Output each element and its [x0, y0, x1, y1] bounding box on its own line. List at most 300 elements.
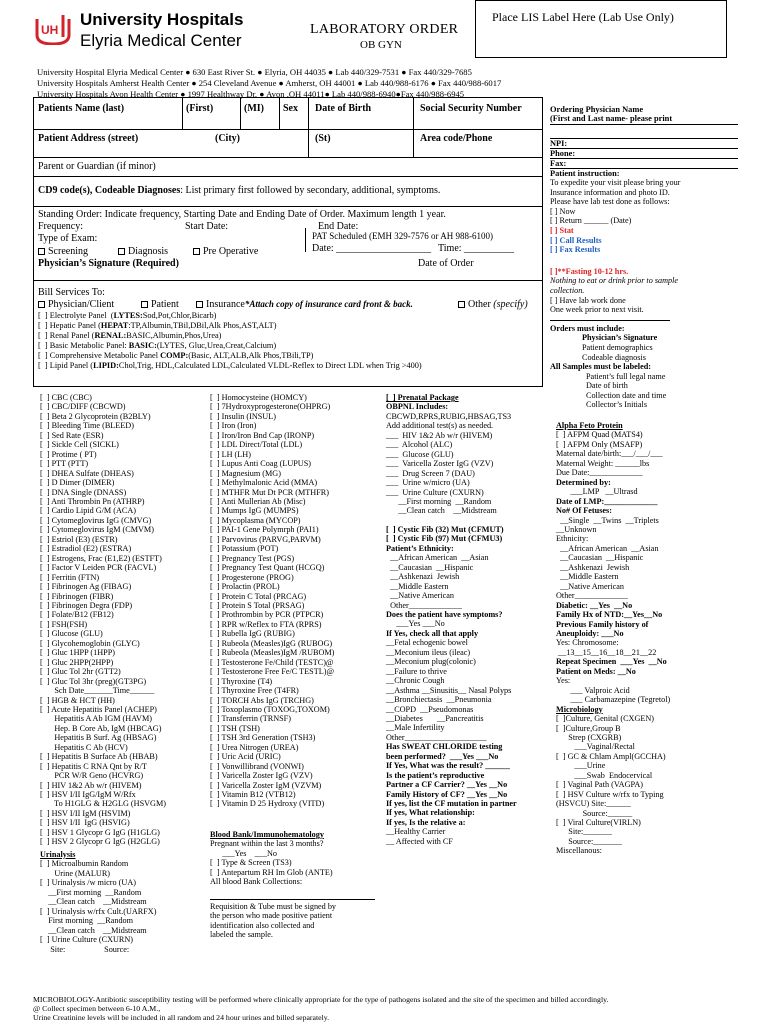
patient-instruction-heading: Patient instruction:	[550, 169, 620, 178]
test-checkbox-item[interactable]: [ ] TORCH Abs IgG (TRCHG)	[210, 695, 314, 705]
icd-codes-instructions: : List primary first followed by secondary, additional, symptoms.	[180, 185, 441, 196]
panel-checkbox-row[interactable]	[38, 341, 422, 351]
test-checkbox-item[interactable]: [ ] Fibrinogen (FIBR)	[40, 591, 114, 601]
afp-micro-item: Aneuploidy: ___No	[556, 628, 624, 638]
test-checkbox-item[interactable]: [ ] FSH(FSH)	[40, 619, 88, 629]
form-header	[0, 0, 770, 66]
cystic-fibrosis-item: Other____________________	[386, 732, 487, 742]
fasting-block: [ ]**Fasting 10-12 hrs. Nothing to eat or drink prior to sample collection. [ ] Have lab work done One week prior to next visit.	[550, 267, 738, 315]
cystic-fibrosis-item[interactable]: __Failure to thrive	[386, 666, 447, 676]
test-checkbox-item[interactable]: [ ] Bleeding Time (BLEED)	[40, 421, 134, 431]
prenatal-item[interactable]: ___ Varicella Zoster IgG (VZV)	[386, 459, 494, 469]
test-checkbox-item[interactable]: [ ] Testosterone Free Fe/C TESTL)@	[210, 667, 334, 677]
afp-micro-item: Site:_______	[556, 827, 612, 837]
cystic-fibrosis-item: If yes, What relationship:	[386, 808, 475, 818]
afp-micro-item: Yes: Chromosome:	[556, 638, 619, 648]
sex-field[interactable]: Sex	[283, 103, 298, 114]
afp-micro-item: Ethnicity:	[556, 534, 589, 544]
checkbox-icon	[38, 248, 45, 255]
test-checkbox-item[interactable]: [ ] Anti Mullerian Ab (Misc)	[210, 496, 306, 506]
cystic-fibrosis-item[interactable]: __ Affected with CF	[386, 836, 453, 846]
patient-name-field[interactable]: Patients Name (last)	[38, 103, 125, 114]
afp-micro-item[interactable]: [ ] GC & Chlam Ampl(GCCHA)	[556, 751, 666, 761]
urinalysis-item[interactable]: [ ] Urinalysis w/rfx Cult.(UARFX)	[40, 906, 157, 916]
afp-micro-item: Due Date:_____________	[556, 468, 643, 478]
urinalysis-item: Site: Source:	[40, 944, 130, 954]
test-checkbox-item[interactable]: [ ] TSH (TSH)	[210, 723, 260, 733]
diagnosis-label: Diagnosis	[128, 246, 168, 257]
bill-patient-checkbox[interactable]	[141, 299, 179, 310]
test-checkbox-item[interactable]: [ ] Protein S Total (PRSAG)	[210, 600, 305, 610]
test-checkbox-item[interactable]: [ ] Lupus Anti Coag (LUPUS)	[210, 459, 311, 469]
blood-bank-item: All blood Bank Collections:	[210, 877, 303, 887]
prenatal-item[interactable]: ___ Glucose (GLU)	[386, 449, 454, 459]
test-checkbox-item[interactable]: [ ] Mycoplasma (MYCOP)	[210, 515, 301, 525]
test-checkbox-item[interactable]: [ ] Hepatitis C RNA Qnt by R/T	[40, 761, 147, 771]
test-checkbox-item[interactable]: [ ] HIV 1&2 Ab w/r (HIVEM)	[40, 780, 142, 790]
cystic-fibrosis-item: Partner a CF Carrier? __Yes __No	[386, 780, 508, 790]
test-checkbox-item[interactable]: [ ] Sickle Cell (SICKL)	[40, 440, 119, 450]
test-checkbox-item[interactable]: [ ] Protime ( PT)	[40, 449, 97, 459]
cystic-fibrosis-item[interactable]: __Native American	[386, 591, 454, 601]
fax-results-checkbox[interactable]: [ ] Fax Results	[550, 245, 601, 255]
prenatal-package-checkbox[interactable]: [ ] Prenatal Package	[386, 393, 459, 402]
cystic-fibrosis-item: If yes, Is the relative a:	[386, 817, 466, 827]
test-checkbox-item[interactable]: [ ] HSV I/II IgG/IgM W/Rfx	[40, 790, 136, 800]
pat-time-field[interactable]: Time: __________	[438, 243, 515, 254]
pre-operative-label: Pre Operative	[203, 246, 259, 257]
panel-label: [ ] Electrolyte Panel (	[38, 311, 114, 320]
test-checkbox-item: Hep. B Core Ab, IgM (HBCAG)	[40, 723, 162, 733]
test-checkbox-item[interactable]: [ ] Transferrin (TRNSF)	[210, 714, 291, 724]
afp-micro-item[interactable]: [ ] HSV Culture w/rfx to Typing	[556, 789, 664, 799]
test-checkbox-item[interactable]: [ ] Thyroxine Free (T4FR)	[210, 686, 299, 696]
footer-microbiology: MICROBIOLOGY-Antibiotic susceptibility testing will be performed where clinically appropriate for the type of pathogens isolated and the site of the specimen and billed accordingly.	[33, 995, 609, 1004]
test-checkbox-item[interactable]: [ ] Gluc Tol 3hr (preg)(GT3PG)	[40, 676, 147, 686]
test-checkbox-item[interactable]: [ ] Methylmalonic Acid (MMA)	[210, 478, 318, 488]
lab-work-checkbox[interactable]: [ ] Have lab work done	[550, 295, 626, 305]
ordering-physician-field[interactable]: (First and Last name- please print	[550, 114, 738, 125]
test-checkbox-item: Hepatitis C Ab (HCV)	[40, 742, 128, 752]
cystic-fibrosis-item: Family History of CF? __Yes __No	[386, 789, 508, 799]
stat-checkbox[interactable]: [ ] Stat	[550, 225, 574, 235]
urinalysis-item[interactable]: [ ] Urine Culture (CXURN)	[40, 935, 134, 945]
cystic-fibrosis-item: If Yes, check all that apply	[386, 628, 479, 638]
urinalysis-item: __Clean catch __Midstream	[40, 925, 147, 935]
test-checkbox-item[interactable]: [ ] Prolactin (PROL)	[210, 582, 280, 592]
test-checkbox-item[interactable]: [ ] Vitamin B12 (VTB12)	[210, 790, 296, 800]
afp-micro-item: Repeat Specimen ___Yes __No	[556, 657, 667, 667]
test-checkbox-item[interactable]: [ ] Rubella IgG (RUBIG)	[210, 629, 295, 639]
checkbox-icon	[141, 301, 148, 308]
brand-subname: Elyria Medical Center	[80, 31, 242, 50]
return-checkbox[interactable]: [ ] Return ______ (Date)	[550, 216, 632, 226]
panel-checkbox-row[interactable]	[38, 351, 422, 361]
afp-micro-item: Previous Family history of	[556, 619, 649, 629]
afp-micro-item: ___LMP __Ultrasd	[556, 487, 638, 497]
checkbox-icon	[196, 301, 203, 308]
cystic-fibrosis-item[interactable]: __Diabetes __Pancreatitis	[386, 713, 484, 723]
cystic-fibrosis-item[interactable]: ___Yes ___No	[386, 619, 445, 629]
afp-micro-item: __Ashkenazi Jewish	[556, 562, 630, 572]
dob-field[interactable]: Date of Birth	[315, 103, 372, 114]
test-checkbox-item[interactable]: [ ] Fibrinogen Degra (FDP)	[40, 600, 133, 610]
panel-code: RENAL:	[94, 330, 127, 340]
test-checkbox-item[interactable]: [ ] Vitamin D 25 Hydroxy (VITD)	[210, 799, 325, 809]
blood-bank-item: ___Yes ___No	[210, 848, 277, 858]
panel-code: LYTES:	[113, 311, 143, 320]
checkbox-icon	[118, 248, 125, 255]
test-checkbox-item[interactable]: [ ] Rubeola (Measles)IgG (RUBOG)	[210, 638, 333, 648]
afp-micro-item: Maternal date/birth:___/___/___	[556, 449, 663, 459]
panel-code: LIPID:	[93, 360, 119, 370]
test-checkbox-item[interactable]: [ ] Varicella Zoster IgG (VZV)	[210, 771, 313, 781]
test-checkbox-item[interactable]: [ ] Cytomeglovirus IgM (CMVM)	[40, 525, 154, 535]
test-checkbox-item[interactable]: [ ] HGB & HCT (HH)	[40, 695, 115, 705]
test-checkbox-item[interactable]: [ ] Acute Hepatitis Panel (ACHEP)	[40, 704, 157, 714]
panel-list	[38, 311, 422, 370]
test-checkbox-item[interactable]: [ ] Rubeola (Measles)IgM /RUBOM)	[210, 648, 335, 658]
test-checkbox-item[interactable]: [ ] Folate/B12 (FB12)	[40, 610, 114, 620]
pat-scheduled-text: PAT Scheduled (EMH 329-7576 or AH 988-6100)	[312, 231, 493, 241]
screening-label: Screening	[48, 246, 88, 257]
blood-bank-heading: Blood Bank/Immunohematology	[210, 830, 324, 839]
cystic-fibrosis-item: Does the patient have symptoms?	[386, 609, 503, 619]
test-checkbox-item[interactable]: [ ] Anti Thrombin Pn (ATHRP)	[40, 496, 145, 506]
frequency-field[interactable]: Frequency:	[38, 221, 83, 232]
afp-micro-item[interactable]: [ ] Viral Culture(VIRLN)	[556, 818, 641, 828]
afp-micro-item: Date of LMP:_____________	[556, 496, 658, 506]
insurance-note: *Attach copy of insurance card front & back.	[244, 299, 413, 309]
cystic-fibrosis-item: Patient’s Ethnicity:	[386, 543, 454, 553]
blood-bank-section	[210, 830, 385, 940]
afp-micro-item: No# Of Fetuses:	[556, 506, 612, 516]
test-checkbox-item[interactable]: [ ] Glycohemoglobin (GLYC)	[40, 638, 140, 648]
instruction-text: To expedite your visit please bring your Insurance information and photo ID. Please have lab test done as follows: [ ] Now [ ] Return ______ (Date) [ ] Stat [ ] Call Results [ ] Fax Results	[550, 178, 738, 255]
logo-lettering: UH	[41, 23, 59, 37]
lis-label-box	[475, 0, 727, 58]
cystic-fibrosis-item: Is the patient’s reproductive	[386, 770, 485, 780]
afp-micro-item: __Unknown	[556, 524, 597, 534]
test-checkbox-item[interactable]: [ ] Uric Acid (URIC)	[210, 752, 281, 762]
icd-codes-label: CD9 code(s), Codeable Diagnoses	[38, 185, 181, 196]
cystic-fibrosis-item: If yes, list the CF mutation in partner	[386, 799, 517, 809]
test-checkbox-item[interactable]: [ ] Pregnancy Test Quant (HCGQ)	[210, 563, 325, 573]
npi-field[interactable]: NPI:	[550, 139, 738, 149]
afp-micro-item: __13__15__16__18__21__22	[556, 647, 657, 657]
test-checkbox-item[interactable]: [ ] PAI-1 Gene Polymrph (PAI1)	[210, 525, 319, 535]
test-checkbox-item[interactable]: [ ] Testosterone Fe/Child (TESTC)@	[210, 657, 334, 667]
test-checkbox-item[interactable]: [ ] Beta 2 Glycoprotein (B2BLY)	[40, 411, 151, 421]
prenatal-item[interactable]: ___ Urine Culture (CXURN)	[386, 487, 484, 497]
test-checkbox-item[interactable]: [ ] HSV I/II IgG (HSVIG)	[40, 818, 130, 828]
test-checkbox-item[interactable]: [ ] Gluc Tol 2hr (GTT2)	[40, 667, 121, 677]
type-exam-field[interactable]: Type of Exam:	[38, 233, 98, 244]
form-subtitle: OB GYN	[360, 39, 402, 51]
phone-field-physician[interactable]: Phone:	[550, 149, 738, 159]
afp-micro-item: __African American __Asian	[556, 543, 659, 553]
test-checkbox-item[interactable]: [ ] Varicella Zoster IgM (VZVM)	[210, 780, 322, 790]
afp-micro-item: ___ Carbamazepine (Tegretol)	[556, 695, 671, 705]
afp-micro-item: ___Vaginal/Rectal	[556, 742, 635, 752]
brand-name: University Hospitals	[80, 10, 244, 29]
cystic-fibrosis-item[interactable]: __Healthy Carrier	[386, 827, 446, 837]
test-checkbox-item[interactable]: [ ] Cytomeglovirus IgG (CMVG)	[40, 515, 152, 525]
test-checkbox-item[interactable]: [ ] Prothrombin by PCR (PTPCR)	[210, 610, 324, 620]
pat-date-field[interactable]: Date: ___________________	[312, 243, 432, 254]
checkbox-icon	[38, 301, 45, 308]
uh-logo-icon	[33, 13, 73, 45]
icd-codes-field[interactable]	[38, 185, 440, 196]
urinalysis-item: Urine (MALUR)	[40, 868, 111, 878]
footer-creatinine: Urine Creatinine levels will be included in all random and 24 hour urines and billed separately.	[33, 1013, 330, 1022]
state-field[interactable]: (St)	[315, 133, 331, 144]
test-checkbox-item[interactable]: [ ] CBC (CBC)	[40, 393, 92, 402]
panel-checkbox-row[interactable]	[38, 361, 422, 371]
cystic-fibrosis-item[interactable]: __Chronic Cough	[386, 676, 445, 686]
blood-bank-item[interactable]: [ ] Antepartum RH Im Glob (ANTE)	[210, 867, 333, 877]
test-checkbox-item[interactable]: [ ] DHEA Sulfate (DHEAS)	[40, 468, 134, 478]
diagnosis-checkbox[interactable]	[118, 246, 168, 257]
afp-micro-item[interactable]: [ ] AFPM Only (MSAFP)	[556, 439, 643, 449]
panel-checkbox-row[interactable]	[38, 331, 422, 341]
test-checkbox-item: Sch Date_______Time______	[40, 686, 155, 696]
test-checkbox-item[interactable]: [ ] Pregnancy Test (PGS)	[210, 553, 295, 563]
panel-code: COMP:	[160, 350, 189, 360]
requisition-note-line: labeled the sample.	[210, 930, 273, 940]
blood-bank-item[interactable]: [ ] Type & Screen (TS3)	[210, 858, 292, 868]
test-checkbox-item[interactable]: [ ] 7Hydroxyprogesterone(OHPRG)	[210, 402, 331, 412]
cystic-fibrosis-item[interactable]: __Fetal echogenic bowel	[386, 638, 468, 648]
test-column-4	[556, 421, 734, 856]
cystic-fibrosis-item[interactable]: __Middle Eastern	[386, 581, 449, 591]
test-checkbox-item[interactable]: [ ] DNA Single (DNASS)	[40, 487, 127, 497]
prenatal-item[interactable]: ___ Drug Screen 7 (DAU)	[386, 468, 475, 478]
urinalysis-item[interactable]: [ ] Microalbumin Random	[40, 859, 129, 869]
test-checkbox-item[interactable]: [ ] TSH 3rd Generation (TSH3)	[210, 733, 316, 743]
cystic-fibrosis-item[interactable]: __Bronchiectasis __Pneumonia	[386, 695, 492, 705]
afp-micro-item: ___Urine	[556, 761, 606, 771]
fasting-checkbox[interactable]: [ ]**Fasting 10-12 hrs.	[550, 266, 629, 276]
afp-micro-item: __Single __Twins __Triplets	[556, 515, 659, 525]
afp-micro-item: Microbiology	[556, 704, 603, 714]
test-checkbox-item[interactable]: [ ] HSV I/II IgM (HSVIM)	[40, 808, 131, 818]
cystic-fibrosis-item[interactable]: [ ] Cystic Fib (97) Mut (CFMU3)	[386, 534, 503, 544]
end-date-field[interactable]: End Date:	[318, 221, 359, 232]
fax-field[interactable]: Fax:	[550, 159, 738, 169]
urinalysis-item: __First morning __Random	[40, 887, 142, 897]
test-checkbox-item[interactable]: [ ] Gluc 1HPP (1HPP)	[40, 648, 115, 658]
test-checkbox-item[interactable]: [ ] D Dimer (DIMER)	[40, 478, 115, 488]
ssn-field[interactable]: Social Security Number	[420, 103, 522, 114]
standing-order-text: Standing Order: Indicate frequency, Starting Date and Ending Date of Order. Maximum length 1 year.	[38, 209, 446, 220]
address-line: University Hospital Elyria Medical Center ● 630 East River St. ● Elyria, OH 44035 ● Lab 440/329-7531 ● Fax 440/329-7685	[37, 67, 472, 77]
physician-panel	[550, 105, 738, 410]
panel-label: [ ] Lipid Panel (	[38, 360, 94, 370]
test-checkbox-item[interactable]: [ ] HSV 1 Glycopr G IgG (H1GLG)	[40, 827, 160, 837]
checkbox-icon	[193, 248, 200, 255]
panel-components: Sod,Pot,Chlor,Bicarb)	[142, 311, 217, 320]
call-results-checkbox[interactable]: [ ] Call Results	[550, 235, 602, 245]
cystic-fibrosis-item[interactable]: __Caucasian __Hispanic	[386, 562, 474, 572]
cystic-fibrosis-item[interactable]: [ ] Cystic Fib (32) Mut (CFMUT)	[386, 524, 504, 534]
lis-label-text: Place LIS Label Here (Lab Use Only)	[492, 10, 674, 24]
middle-initial-field[interactable]: (MI)	[244, 103, 264, 114]
guardian-field[interactable]: Parent or Guardian (if minor)	[38, 161, 156, 172]
screening-checkbox[interactable]	[38, 246, 88, 257]
afp-micro-item: ___ Valproic Acid	[556, 685, 630, 695]
cystic-fibrosis-item[interactable]: __Asthma __Sinusitis__ Nasal Polyps	[386, 685, 512, 695]
afp-micro-item: Alpha Feto Protein	[556, 421, 623, 430]
afp-micro-item[interactable]: [ ]Culture, Genital (CXGEN)	[556, 714, 654, 724]
cystic-fibrosis-item: Has SWEAT CHLORIDE testing	[386, 742, 503, 752]
phone-field[interactable]: Area code/Phone	[420, 133, 493, 144]
panel-label: [ ] Hepatic Panel (	[38, 320, 101, 330]
test-checkbox-item[interactable]: [ ] Hepatitis B Surface Ab (HBAB)	[40, 752, 158, 762]
panel-checkbox-row[interactable]	[38, 321, 422, 331]
panel-components: Chol,Trig, HDL,Calculated LDL,Calculated VLDL-Reflex to Direct LDL when Trig >400)	[118, 360, 422, 370]
now-checkbox[interactable]: [ ] Now	[550, 206, 576, 216]
test-checkbox-item[interactable]: [ ] Insulin (INSUL)	[210, 411, 276, 421]
panel-components: :TP,Albumin,TBil,DBil,Alk Phos,AST,ALT)	[128, 320, 277, 330]
test-checkbox-item: PCR W/R Geno (HCVRG)	[40, 771, 144, 781]
address-line: University Hospitals Avon Health Center ● 1997 Healthway Dr. ● Avon ,OH 44011● Lab 440/988-6940●Fax 440/988-6945	[37, 89, 465, 99]
prenatal-item: Add additional test(s) as needed.	[386, 421, 494, 431]
test-checkbox-item[interactable]: [ ] Toxoplasmo (TOXOG,TOXOM)	[210, 704, 330, 714]
address-line: University Hospitals Amherst Health Center ● 254 Cleveland Avenue ● Amherst, OH 44001 ● Lab 440/988-6176 ● Fax 440/988-6017	[37, 78, 502, 88]
footer-collect: @ Collect specimen between 6-10 A.M.,	[33, 1004, 161, 1013]
afp-micro-item: ___Swab Endocervical	[556, 770, 653, 780]
test-checkbox-item[interactable]: [ ] PTT (PTT)	[40, 459, 89, 469]
test-checkbox-item[interactable]: [ ] Cardio Lipid G/M (ACA)	[40, 506, 136, 516]
test-checkbox-item: Hepatitis A Ab IGM (HAVM)	[40, 714, 152, 724]
afp-micro-item: Determined by:	[556, 477, 611, 487]
address-field[interactable]: Patient Address (street)	[38, 133, 139, 144]
test-checkbox-item[interactable]: [ ] Glucose (GLU)	[40, 629, 103, 639]
urinalysis-heading: Urinalysis	[40, 850, 76, 859]
bill-other-checkbox[interactable]	[458, 299, 528, 310]
test-checkbox-item[interactable]: [ ] Iron/Iron Bnd Cap (IRONP)	[210, 430, 315, 440]
pre-operative-checkbox[interactable]	[193, 246, 258, 257]
panel-code: BASIC:	[128, 340, 157, 350]
afp-micro-item: Strep (CXGRB)	[556, 732, 622, 742]
panel-checkbox-row[interactable]	[38, 311, 422, 321]
bill-other-label: Other	[468, 299, 491, 310]
cystic-fibrosis-item: Other_____________	[386, 600, 462, 610]
prenatal-item: CBCWD,RPRS,RUBIG,HBSAG,TS3	[386, 411, 512, 421]
bill-patient-label: Patient	[151, 299, 179, 310]
city-field[interactable]: (City)	[215, 133, 240, 144]
urinalysis-item: First morning __Random	[40, 916, 134, 926]
test-checkbox-item[interactable]: [ ] Fibrinogen Ag (FIBAG)	[40, 582, 132, 592]
test-checkbox-item: Hepatitis B Surf. Ag (HBSAG)	[40, 733, 157, 743]
test-checkbox-item[interactable]: [ ] Ferritin (FTN)	[40, 572, 100, 582]
afp-micro-item: Miscellanous:	[556, 846, 602, 856]
prenatal-item[interactable]: ___ Urine w/micro (UA)	[386, 478, 470, 488]
panel-components: BASIC,Albumin,Phos,Urea)	[126, 330, 222, 340]
test-checkbox-item[interactable]: [ ] Progesterone (PROG)	[210, 572, 294, 582]
prenatal-item[interactable]: ___ HIV 1&2 Ab w/r (HIVEM)	[386, 430, 493, 440]
test-column-3	[386, 393, 551, 846]
test-checkbox-item[interactable]: [ ] HSV 2 Glycopr G IgG (H2GLG)	[40, 837, 160, 847]
test-checkbox-item[interactable]: [ ] Estradiol (E2) (ESTRA)	[40, 544, 132, 554]
bill-insurance-label: Insurance	[206, 299, 245, 310]
test-checkbox-item[interactable]: [ ] LH (LH)	[210, 449, 251, 459]
test-checkbox-item[interactable]: [ ] Parvovirus (PARVG,PARVM)	[210, 534, 321, 544]
physician-signature-field[interactable]: Physician’s Signature (Required)	[38, 258, 179, 269]
afp-micro-item: Source:______	[556, 808, 633, 818]
afp-micro-item[interactable]: [ ]Culture,Group B	[556, 723, 621, 733]
test-checkbox-item[interactable]: [ ] Potassium (POT)	[210, 544, 279, 554]
panel-code: HEPAT	[100, 320, 129, 330]
afp-micro-item: Yes:	[556, 676, 571, 686]
test-checkbox-item[interactable]: [ ] Urea Nitrogen (UREA)	[210, 742, 299, 752]
test-column-2	[210, 393, 385, 809]
bill-physician-checkbox[interactable]	[38, 299, 114, 310]
afp-micro-item: __Native American	[556, 581, 624, 591]
first-name-field[interactable]: (First)	[186, 103, 214, 114]
start-date-field[interactable]: Start Date:	[185, 221, 229, 232]
requisition-note-line: the person who made positive patient	[210, 911, 333, 921]
prenatal-item[interactable]: ___ Alcohol (ALC)	[386, 440, 453, 450]
afp-micro-item: Source:_______	[556, 836, 622, 846]
test-column-1	[40, 393, 208, 847]
cystic-fibrosis-item[interactable]: __African American __Asian	[386, 553, 489, 563]
urinalysis-section	[40, 850, 208, 954]
test-checkbox-item[interactable]: [ ] Magnesium (MG)	[210, 468, 281, 478]
test-checkbox-item[interactable]: [ ] Vonwillibrand (VONWI)	[210, 761, 304, 771]
test-checkbox-item[interactable]: [ ] Iron (Iron)	[210, 421, 257, 431]
test-checkbox-item[interactable]: [ ] MTHFR Mut Dt PCR (MTHFR)	[210, 487, 329, 497]
urinalysis-item: __Clean catch __Midstream	[40, 897, 147, 907]
test-checkbox-item[interactable]: [ ] Estriol (E3) (ESTR)	[40, 534, 118, 544]
prenatal-item: __First morning __Random	[386, 496, 492, 506]
orders-requirements: Orders must include: Physician’s Signature Patient demographics Codeable diagnosis All Samples must be labeled: Patient’s full legal name Date of birth Collection date and time Collector’s Initials	[550, 323, 667, 410]
bill-insurance-checkbox[interactable]	[196, 299, 413, 310]
prenatal-item: OBPNL Includes:	[386, 402, 449, 412]
test-checkbox-item[interactable]: [ ] Mumps IgG (MUMPS)	[210, 506, 299, 516]
test-checkbox-item[interactable]: [ ] RPR w/Reflex to FTA (RPRS)	[210, 619, 322, 629]
test-checkbox-item[interactable]: [ ] Factor V Leiden PCR (FACVL)	[40, 563, 157, 573]
cystic-fibrosis-item[interactable]: __Male Infertility	[386, 723, 445, 733]
form-title: LABORATORY ORDER	[310, 22, 459, 37]
cystic-fibrosis-item[interactable]: __Ashkenazi Jewish	[386, 572, 460, 582]
test-checkbox-item[interactable]: [ ] Thyroxine (T4)	[210, 676, 273, 686]
blood-bank-item: Pregnant within the last 3 months?	[210, 839, 324, 849]
cystic-fibrosis-item: been performed? ___Yes ___No	[386, 751, 499, 761]
afp-micro-item[interactable]: [ ] AFPM Quad (MATS4)	[556, 430, 643, 440]
test-checkbox-item[interactable]: [ ] Gluc 2HPP(2HPP)	[40, 657, 114, 667]
afp-micro-item: (HSVCU) Site:______	[556, 799, 631, 809]
test-checkbox-item[interactable]: [ ] CBC/DIFF (CBCWD)	[40, 402, 126, 412]
test-checkbox-item[interactable]: [ ] Estrogens, Frac (E1,E2) (ESTFT)	[40, 553, 162, 563]
test-checkbox-item[interactable]: [ ] Protein C Total (PRCAG)	[210, 591, 307, 601]
test-checkbox-item[interactable]: [ ] Homocysteine (HOMCY)	[210, 393, 307, 402]
panel-label: [ ] Basic Metabolic Panel:	[38, 340, 129, 350]
afp-micro-item: Diabetic: __Yes __No	[556, 600, 633, 610]
test-checkbox-item[interactable]: [ ] LDL Direct/Total (LDL)	[210, 440, 303, 450]
afp-micro-item[interactable]: [ ] Vaginal Path (VAGPA)	[556, 780, 643, 790]
date-of-order-field[interactable]: Date of Order	[418, 258, 474, 269]
cystic-fibrosis-item[interactable]: __COPD __Pseudomonas	[386, 704, 474, 714]
requisition-note-line: Requisition & Tube must be signed by	[210, 901, 337, 911]
cystic-fibrosis-item[interactable]: __Meconium ileus (ileac)	[386, 647, 471, 657]
checkbox-icon	[458, 301, 465, 308]
test-checkbox-item[interactable]: [ ] Sed Rate (ESR)	[40, 430, 104, 440]
cystic-fibrosis-item[interactable]: __Meconium plug(colonic)	[386, 657, 476, 667]
bill-specify-label: (specify)	[493, 299, 528, 310]
urinalysis-item[interactable]: [ ] Urinalysis /w micro (UA)	[40, 878, 136, 888]
